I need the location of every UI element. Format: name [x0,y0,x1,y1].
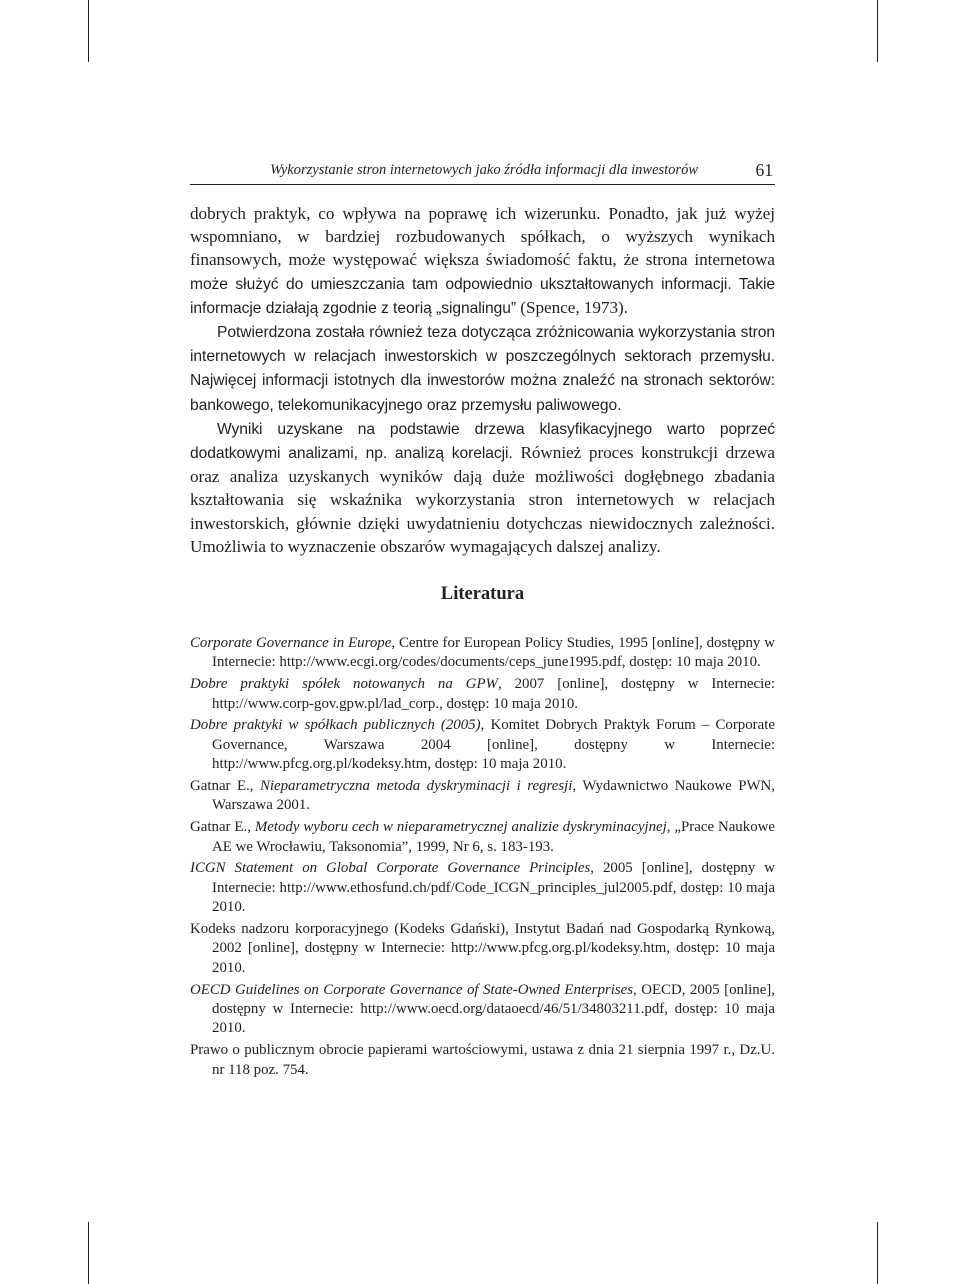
page-number: 61 [755,160,773,180]
reference-title: Metody wyboru cech w nieparametrycznej analizie dyskryminacyjnej [254,819,667,836]
reference-item [190,981,775,1039]
reference-title: OECD Guidelines on Corporate Governance of State-Owned Enterprises [190,981,634,998]
reference-author: Prawo o publicznym obrocie papierami wartościowymi, ustawa z dnia 21 sierpnia 1997 r., Dz.U. nr 118 poz. 754. [190,1042,775,1078]
reference-item [190,859,775,917]
reference-title: Dobre praktyki w spółkach publicznych (2005) [190,717,481,734]
paragraph [190,320,775,417]
reference-title: Nieparametryczna metoda dyskryminacji i regresji [259,778,573,795]
literature-heading: Literatura [440,584,525,604]
reference-item [190,777,775,816]
running-header [190,160,775,185]
reference-details: , OECD, 2005 [online], dostępny w Internecie: http://www.oecd.org/dataoecd/46/51/34803211.pdf, dostęp: 10 maja 2010. [212,981,775,1037]
crop-mark [877,1222,878,1284]
paragraph [190,417,775,558]
reference-details: , 2007 [online], dostępny w Internecie: http://www.corp-gov.gpw.pl/lad_corp., dostęp: 10 maja 2010. [212,676,776,712]
reference-title: Corporate Governance in Europe [190,635,392,651]
reference-item [190,675,775,714]
paragraph-text: Również proces konstrukcji drzewa oraz analiza uzyskanych wyników dają duże możliwości dogłębnego zbadania kształtowania się wskaźnika wykorzystania stron internetowych w relacjach inwestorskich, głównie dzięki uwydatnieniu dotychczas niewidocznych zależności. Umożliwia to wyznaczenie obszarów wymagających dalszej analizy. [190,443,775,556]
reference-item [190,1041,775,1080]
reference-details: , Wydawnictwo Naukowe PWN, Warszawa 2001. [212,778,776,814]
body-text [190,202,775,558]
reference-details: , 2005 [online], dostępny w Internecie: http://www.ethosfund.ch/pdf/Code_ICGN_principles_jul2005.pdf, dostęp: 10 maja 2010. [212,860,775,916]
paragraph-text: może służyć do umieszczania tam odpowiednio ukształtowanych informacji. Takie informacje działają zgodnie z teorią „signalingu” [190,275,775,317]
paragraph-text: (Spence, 1973). [516,297,628,317]
reference-list [190,634,775,1082]
paragraph-text: dobrych praktyk, co wpływa na poprawę ich wizerunku. Ponadto, jak już wyżej wspomniano, w bardziej rozbudowanych spółkach, o wyższych wynikach finansowych, może występować większa świadomość faktu, że strona internetowa [190,204,775,270]
reference-details: , Centre for European Policy Studies, 1995 [online], dostępny w Internecie: http://www.ecgi.org/codes/documents/ceps_june1995.pdf, dostęp: 10 maja 2010. [212,635,775,671]
reference-item [190,634,775,673]
reference-item [190,818,775,857]
reference-author: Gatnar E., [190,778,260,795]
reference-title: ICGN Statement on Global Corporate Governance Principles [190,860,591,877]
reference-title: Dobre praktyki spółek notowanych na GPW [190,676,498,693]
reference-item [190,716,775,774]
crop-mark [877,0,878,62]
reference-details: , „Prace Naukowe AE we Wrocławiu, Taksonomia”, 1999, Nr 6, s. 183-193. [212,819,775,855]
crop-mark [88,0,89,62]
crop-mark [88,1222,89,1284]
reference-author: Kodeks nadzoru korporacyjnego (Kodeks Gdański), Instytut Badań nad Gospodarką Rynkową, 2002 [online], dostępny w Internecie: http://www.pfcg.org.pl/kodeksy.htm, dostęp: 10 maja 2010. [190,921,775,976]
paragraph-text: Wyniki uzyskane na podstawie drzewa klasyfikacyjnego warto poprzeć dodatkowymi analizami, np. analizą korelacji. [190,420,775,463]
paragraph [190,202,775,320]
reference-item [190,920,775,978]
reference-details: , Komitet Dobrych Praktyk Forum – Corporate Governance, Warszawa 2004 [online], dostępny w Internecie: http://www.pfcg.org.pl/kodeksy.htm, dostęp: 10 maja 2010. [212,717,775,773]
reference-author: Gatnar E., [190,819,255,836]
running-title: Wykorzystanie stron internetowych jako źródła informacji dla inwestorów [270,162,698,178]
paragraph-text: Potwierdzona została również teza dotycząca zróżnicowania wykorzystania stron internetowych w relacjach inwestorskich w poszczególnych sektorach przemysłu. Najwięcej informacji istotnych dla inwestorów można znaleźć na stronach sektorów: bankowego, telekomunikacyjnego oraz przemysłu paliwowego. [190,324,775,414]
